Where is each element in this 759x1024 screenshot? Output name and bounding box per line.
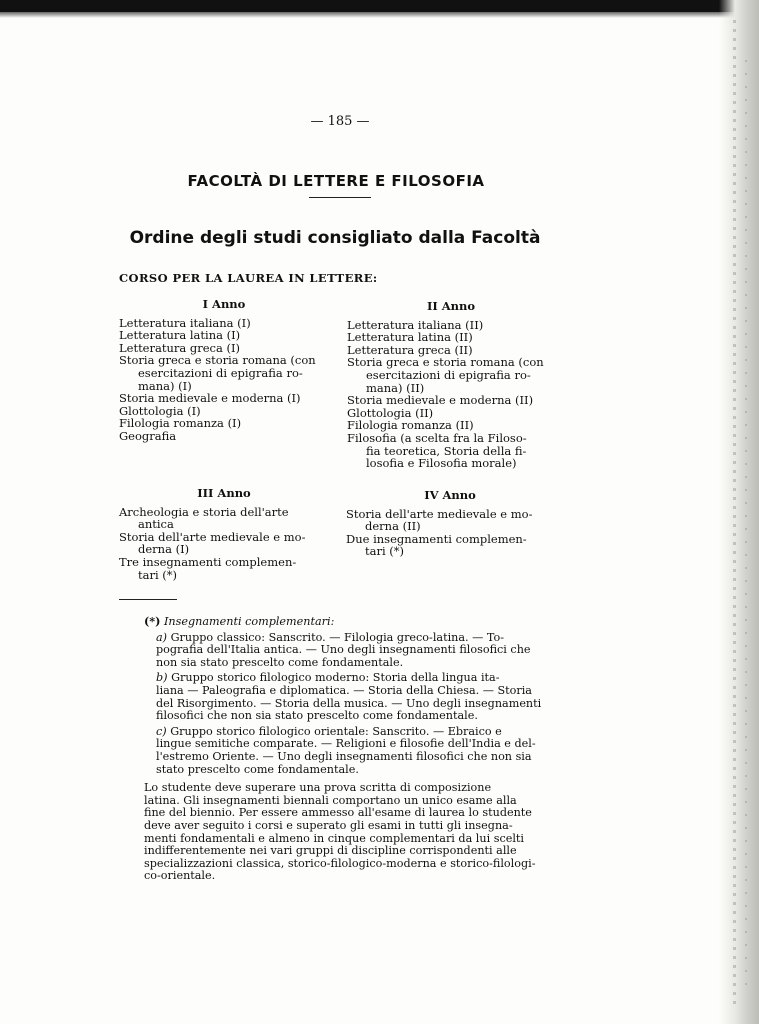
course-item: Storia medievale e moderna (I) [119, 391, 301, 406]
group-line: liana — Paleografia e diplomatica. — Storia della Chiesa. — Storia [156, 683, 532, 697]
course-item: Archeologia e storia dell'arte [119, 504, 289, 519]
group-letter: b) [156, 671, 168, 685]
course-item: Filologia romanza (I) [119, 416, 242, 431]
group-line: stato prescelto come fondamentale. [156, 762, 359, 776]
course-item: mana) (I) [138, 378, 192, 393]
group-a [118, 632, 552, 670]
paragraph-line: menti fondamentali e almeno in cinque complementari da lui scelti [144, 831, 525, 845]
order-title: Ordine degli studi consigliato dalla Facoltà [129, 228, 541, 248]
paragraph-line: indifferentemente nei vari gruppi di discipline corrispondenti alle [144, 844, 517, 858]
footnotes [118, 615, 552, 883]
course-item: esercitazioni di epigrafia ro- [138, 365, 303, 380]
course-item: Filologia romanza (II) [347, 418, 474, 433]
course-item: fia teoretica, Storia della fi- [366, 443, 527, 458]
course-item: Storia dell'arte medievale e mo- [119, 529, 306, 544]
course-item: Glottologia (I) [119, 403, 201, 418]
paragraph-line: co-orientale. [144, 869, 216, 883]
year-heading: III Anno [197, 486, 251, 500]
year-1-column [119, 298, 329, 443]
course-item: Storia medievale e moderna (II) [347, 393, 534, 408]
course-item: derna (II) [365, 519, 421, 534]
footnote-title-text: Insegnamenti complementari: [164, 615, 335, 628]
footnote-divider [119, 599, 177, 600]
group-letter: c) [156, 724, 167, 738]
course-item: Letteratura italiana (II) [347, 317, 484, 332]
closing-paragraph [118, 782, 552, 883]
group-letter: a) [156, 630, 168, 644]
course-heading: CORSO PER LA LAUREA IN LETTERE: [119, 271, 378, 285]
course-item: Storia greca e storia romana (con [119, 353, 316, 368]
course-item: antica [138, 517, 174, 532]
group-line: lingue semitiche comparate. — Religioni e filosofie dell'India e del- [156, 737, 536, 751]
course-item: derna (I) [138, 542, 190, 557]
course-item: tari (*) [138, 567, 178, 582]
title-divider [309, 197, 371, 198]
paragraph-line: deve aver seguito i corsi e superato gli esami in tutti gli insegna- [144, 818, 513, 832]
year-heading: IV Anno [424, 488, 476, 502]
course-item: losofia e Filosofia morale) [366, 456, 517, 471]
course-item: Due insegnamenti complemen- [346, 531, 527, 546]
group-c [118, 726, 552, 776]
paragraph-line: fine del biennio. Per essere ammesso all'esame di laurea lo studente [144, 806, 532, 820]
scan-top-edge [0, 0, 759, 12]
course-item: mana) (II) [366, 380, 425, 395]
group-b [118, 672, 552, 722]
group-line: filosofici che non sia stato prescelto come fondamentale. [156, 709, 478, 723]
paragraph-line: specializzazioni classica, storico-filologico-moderna e storico-filologi- [144, 856, 536, 870]
course-item: Letteratura greca (I) [119, 340, 241, 355]
course-item: Filosofia (a scelta fra la Filoso- [347, 430, 527, 445]
year-3-column [119, 487, 329, 581]
course-item: Storia dell'arte medievale e mo- [346, 506, 533, 521]
footnote-marker: (*) [144, 614, 161, 628]
year-heading: I Anno [202, 297, 246, 311]
course-item: esercitazioni di epigrafia ro- [366, 367, 531, 382]
year-heading: II Anno [426, 299, 476, 313]
group-line: Gruppo storico filologico moderno: Storia della lingua ita- [171, 671, 500, 685]
paragraph-line: latina. Gli insegnamenti biennali comportano un unico esame alla [144, 793, 517, 807]
course-item: Letteratura latina (II) [347, 330, 473, 345]
group-line: del Risorgimento. — Storia della musica. — Uno degli insegnamenti [156, 696, 542, 710]
course-item: Storia greca e storia romana (con [347, 355, 544, 370]
footnote-title [118, 615, 552, 629]
course-item: Letteratura latina (I) [119, 328, 241, 343]
group-line: Gruppo storico filologico orientale: Sanscrito. — Ebraico e [170, 724, 502, 738]
group-line: Gruppo classico: Sanscrito. — Filologia greco-latina. — To- [170, 630, 504, 644]
faculty-title: FACOLTÀ DI LETTERE E FILOSOFIA [187, 172, 485, 190]
course-item: Glottologia (II) [347, 405, 434, 420]
group-line: pografia dell'Italia antica. — Uno degli insegnamenti filosofici che [156, 643, 531, 657]
course-item: Letteratura greca (II) [347, 342, 473, 357]
group-line: l'estremo Oriente. — Uno degli insegnamenti filosofici che non sia [156, 749, 532, 763]
paragraph-line: Lo studente deve superare una prova scritta di composizione [144, 781, 492, 795]
course-item: Tre insegnamenti complemen- [119, 554, 297, 569]
page-number: — 185 — [310, 114, 370, 129]
course-item: Geografia [119, 428, 177, 443]
year-2-column [347, 300, 555, 470]
year-4-column [346, 489, 554, 558]
scan-right-edge [719, 0, 759, 1024]
course-item: tari (*) [365, 544, 405, 559]
group-line: non sia stato prescelto come fondamentale. [156, 655, 404, 669]
course-item: Letteratura italiana (I) [119, 315, 251, 330]
